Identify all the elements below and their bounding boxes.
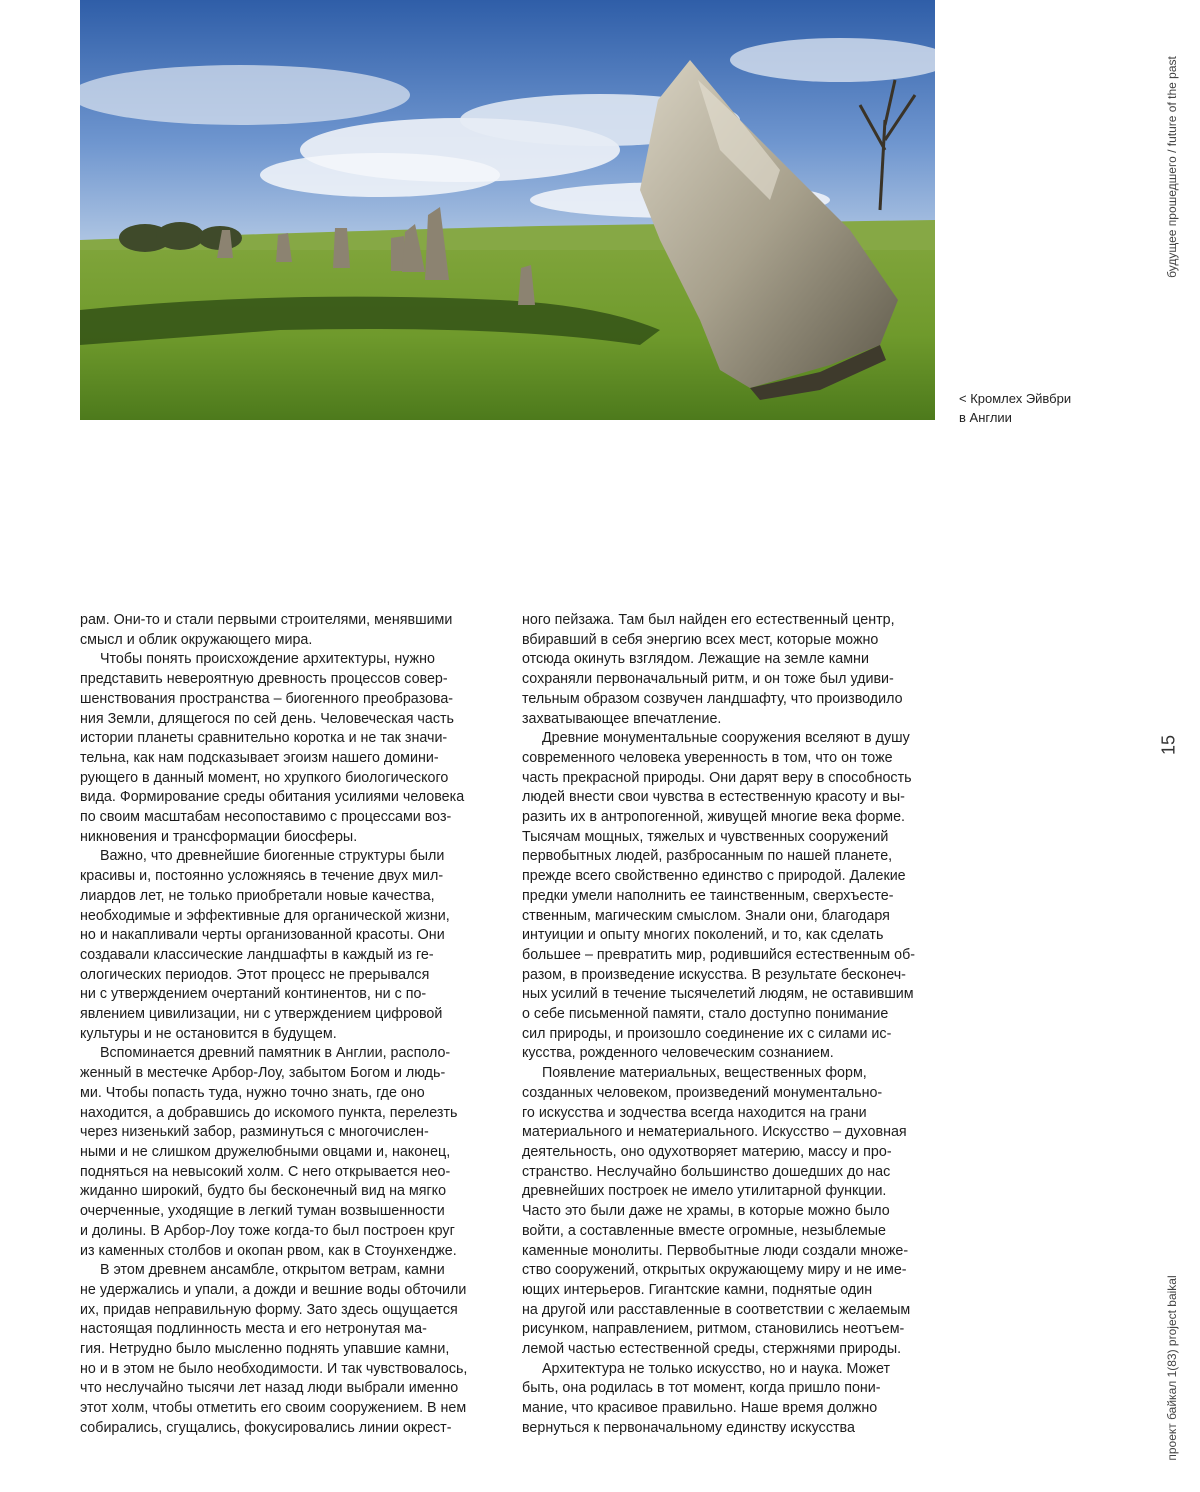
text-line: необходимые и эффективные для органической жизни, [80, 907, 450, 924]
text-line: разом, в произведение искусства. В результате бесконеч- [522, 966, 906, 983]
text-line: мание, что красивое правильно. Наше время должно [522, 1400, 878, 1417]
text-line: ми. Чтобы попасть туда, нужно точно знать, где оно [80, 1084, 425, 1101]
text-column-right [522, 611, 942, 1439]
text-line: большее – превратить мир, родившийся естественным об- [522, 946, 916, 963]
text-line: ния Земли, длящегося по сей день. Человеческая часть [80, 710, 454, 727]
text-line: созданных человеком, произведений монументально- [522, 1084, 883, 1101]
text-line: разить их в антропогенной, живущей многие века форме. [522, 809, 906, 826]
text-line: современного человека уверенность в том, что он тоже [522, 749, 893, 766]
text-line: создавали классические ландшафты в каждый из ге- [80, 946, 434, 963]
magazine-issue-footer [1162, 1255, 1182, 1480]
text-line: рующего в данный момент, но хрупкого биологического [80, 769, 449, 786]
text-line: отсюда окинуть взглядом. Лежащие на земле камни [522, 651, 869, 668]
text-line: древнейших построек не имело утилитарной функции. [522, 1183, 887, 1200]
text-line: го искусства и зодчества всегда находится на грани [522, 1104, 867, 1121]
text-line: и долины. В Арбор-Лоу тоже когда-то был построен круг [80, 1222, 455, 1239]
caption-line-2: в Англии [959, 410, 1012, 425]
text-line: захватывающее впечатление. [522, 710, 722, 727]
text-line: людей внести свои чувства в естественную красоту и вы- [522, 789, 905, 806]
text-line: ных усилий в течение тысячелетий людям, не оставившим [522, 986, 914, 1003]
text-line: ологических периодов. Этот процесс не прерывался [80, 966, 430, 983]
text-line: красивы и, постоянно усложняясь в течение двух мил- [80, 868, 444, 885]
text-column-left [80, 611, 500, 1439]
text-line: жиданно широкий, будто бы бесконечный вид на мягко [80, 1183, 447, 1200]
page-number [1154, 730, 1184, 760]
text-line: Чтобы понять происхождение архитектуры, нужно [100, 651, 435, 668]
text-line: ство сооружений, открытых окружающему миру и не име- [522, 1262, 907, 1279]
text-line: но и накапливали черты организованной красоты. Они [80, 927, 445, 944]
text-line: ного пейзажа. Там был найден его естественный центр, [522, 612, 895, 628]
text-line: Вспоминается древний памятник в Англии, располо- [100, 1045, 451, 1062]
text-line: о себе письменной памяти, стало доступно понимание [522, 1006, 889, 1023]
text-line: В этом древнем ансамбле, открытом ветрам, камни [100, 1262, 445, 1279]
text-line: собирались, сгущались, фокусировались линии окрест- [80, 1419, 452, 1436]
text-line: находится, а добравшись до искомого пункта, перелезть [80, 1104, 458, 1121]
text-line: шенствования пространства – биогенного преобразова- [80, 690, 454, 707]
photo-caption [959, 389, 1099, 427]
text-line: вернуться к первоначальному единству искусства [522, 1419, 855, 1436]
text-line: сохраняли первоначальный ритм, и он тоже был удиви- [522, 671, 894, 688]
text-line: ющих интерьеров. Гигантские камни, поднятые один [522, 1281, 873, 1298]
text-line: каменные монолиты. Первобытные люди создали множе- [522, 1242, 909, 1259]
page-number-text: 15 [1158, 734, 1179, 756]
text-line: рисунком, направлением, ритмом, становились неотъем- [522, 1321, 905, 1338]
text-line: кусства, рожденного человеческим сознанием. [522, 1045, 834, 1062]
text-line: интуиции и опыту многих поколений, и то, как сделать [522, 927, 884, 944]
text-line: из каменных столбов и окопан рвом, как в Стоунхендже. [80, 1242, 457, 1259]
text-line: Появление материальных, вещественных форм, [542, 1065, 867, 1082]
text-line: женный в местечке Арбор-Лоу, забытом Богом и людь- [80, 1065, 446, 1082]
text-line: истории планеты сравнительно коротка и не так значи- [80, 730, 448, 747]
photo-avebury-stones [80, 0, 935, 420]
text-line: через низенький забор, разминуться с многочислен- [80, 1124, 429, 1141]
text-line: тельна, как нам подсказывает эгоизм нашего домини- [80, 749, 439, 766]
text-line: лемой частью естественной среды, стержнями природы. [522, 1341, 902, 1358]
caption-line-1: < Кромлех Эйвбри [959, 391, 1072, 406]
text-line: прежде всего свойственно единство с природой. Далекие [522, 868, 906, 885]
text-line: их, придав неправильную форму. Зато здесь ощущается [80, 1301, 458, 1318]
text-line: что неслучайно тысячи лет назад люди выбрали именно [80, 1380, 459, 1397]
text-line: очерченные, уходящие в легкий туман возвышенности [80, 1203, 445, 1220]
text-line: странство. Неслучайно большинство дошедших до нас [522, 1163, 891, 1180]
text-line: ными и не слишком дружелюбными овцами и, наконец, [80, 1143, 451, 1160]
text-line: по своим масштабам несопоставимо с процессами воз- [80, 809, 452, 826]
text-line: гия. Нетрудно было мысленно поднять упавшие камни, [80, 1341, 450, 1358]
text-line: никновения и трансформации биосферы. [80, 828, 358, 845]
text-line: часть прекрасной природы. Они дарят веру в способность [522, 769, 912, 786]
text-line: ни с утверждением очертаний континентов, ни с по- [80, 986, 427, 1003]
text-line: деятельность, оно одухотворяет материю, массу и про- [522, 1143, 892, 1160]
text-line: культуры и не остановится в будущем. [80, 1025, 337, 1042]
text-line: тельным образом созвучен ландшафту, что производило [522, 690, 903, 707]
text-line: Тысячам мощных, тяжелых и чувственных сооружений [522, 828, 889, 845]
text-line: материального и нематериального. Искусство – духовная [522, 1124, 907, 1141]
magazine-issue-footer-text: проект байкал 1(83) project baikal [1165, 1274, 1179, 1461]
text-line: этот холм, чтобы отметить его своим сооружением. В нем [80, 1400, 467, 1417]
text-line: подняться на невысокий холм. С него открывается нео- [80, 1163, 451, 1180]
text-line: Древние монументальные сооружения вселяют в душу [542, 730, 910, 747]
section-running-title-text: будущее прошедшего / future of the past [1165, 56, 1179, 278]
text-line: настоящая подлинность места и его нетронутая ма- [80, 1321, 427, 1338]
text-line: явлением цивилизации, ни с утверждением цифровой [80, 1006, 443, 1023]
text-line: вида. Формирование среды обитания усилиями человека [80, 789, 465, 806]
text-line: первобытных людей, разбросанным по нашей планете, [522, 848, 893, 865]
text-line: рам. Они-то и стали первыми строителями, менявшими [80, 612, 453, 628]
text-line: представить невероятную древность процессов совер- [80, 671, 448, 688]
text-line: вбиравший в себя энергию всех мест, которые можно [522, 631, 879, 648]
text-line: ственным, магическим смыслом. Знали они, благодаря [522, 907, 890, 924]
text-line: предки умели наполнить ее таинственным, сверхъесте- [522, 887, 894, 904]
text-line: на другой или расставленные в соответствии с желаемым [522, 1301, 911, 1318]
text-line: Важно, что древнейшие биогенные структуры были [100, 848, 445, 865]
text-line: не удержались и упали, а дожди и вешние воды обточили [80, 1281, 467, 1298]
text-line: сил природы, и произошло соединение их с силами ис- [522, 1025, 892, 1042]
text-line: Часто это были даже не храмы, в которые можно было [522, 1203, 890, 1220]
text-line: смысл и облик окружающего мира. [80, 631, 313, 648]
section-running-title [1162, 52, 1182, 282]
text-line: Архитектура не только искусство, но и наука. Может [542, 1360, 890, 1377]
text-line: войти, а составленные вместе огромные, незыблемые [522, 1222, 886, 1239]
text-line: но и в этом не было необходимости. И так чувствовалось, [80, 1360, 468, 1377]
text-line: быть, она родилась в тот момент, когда пришло пони- [522, 1380, 881, 1397]
text-line: лиардов лет, не только приобретали новые качества, [80, 887, 435, 904]
